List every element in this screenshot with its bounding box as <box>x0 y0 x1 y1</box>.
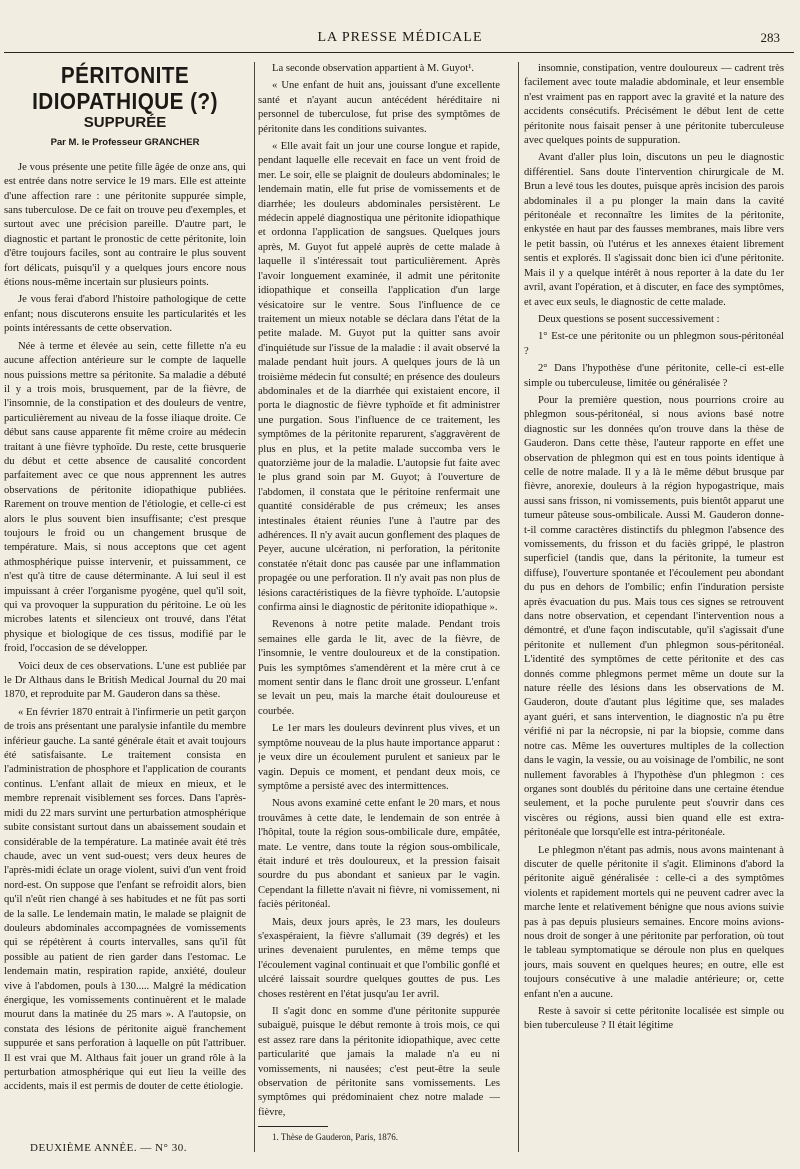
column-3 <box>524 62 784 1142</box>
paragraph: Deux questions se posent successivement : <box>538 313 720 325</box>
paragraph: Nous avons examiné cette enfant le 20 mars, et nous trouvâmes à cette date, le lendemain de son entrée à l'hôpital, toute la région sous-ombilicale dure, empâtée, mate. Le ventre, dans toute la région sous-ombilicale, était induré et très douloureux, et la pression faisait sourdre du pus abondant et sanieux par le vagin. Cependant la fillette n'avait ni fièvre, ni vomissement, ni faciès péritonéal. <box>258 798 500 911</box>
paragraph: Reste à savoir si cette péritonite localisée est simple ou bien tuberculeuse ? Il était légitime <box>524 1006 784 1032</box>
paragraph: Mais, deux jours après, le 23 mars, les douleurs s'exaspéraient, la fièvre s'allumait (39 degrés) et les urines devenaient purulentes, en même temps que l'écoulement vaginal continuait et que l'ombilic gonflé et ulcéré laissait sourdre quelques gouttes de pus. Les choses restèrent en l'état jusqu'au 1er avril. <box>258 916 500 1000</box>
column-1 <box>4 62 246 1154</box>
paragraph: Voici deux de ces observations. L'une est publiée par le Dr Althaus dans le British Medical Journal du 20 mai 1870, et reproduite par M. Gauderon dans sa thèse. <box>4 660 246 701</box>
article-author: Par M. le Professeur GRANCHER <box>50 137 200 149</box>
paragraph: Pour la première question, nous pourrions croire au phlegmon sous-péritonéal, si nous avions basé notre diagnostic sur les données qu'on trouve dans la thèse de Gauderon. Dans cette thèse, l'auteur rapporte en effet une observation de phlegmon qui est en tous points identique à celle de notre malade. Il y a là le même début brusque par fièvre, anorexie, douleurs à la région hypogastrique, mais aussi sans frisson, ni vomissements, puis bientôt apparut une tumeur pâteuse sous-ombilicale. Aussi M. Gauderon donne-t-il comme caractères distinctifs du phlegmon l'absence des vomissements, du frisson et du faciès grippé, le plastron superficiel (tandis que, dans la péritonite, la tumeur est diffuse), l'ouverture spontanée et l'écoulement peu abondant du pus en dehors de l'ombilic; enfin l'induration persiste après évacuation du pus. Mais tous ces signes se retrouvent dans notre observation, et cependant l'intervention nous a démontré, et d'une façon indiscutable, qu'il s'agissait d'une péritonite et nullement d'un phlegmon sous-péritonéal. L'identité des symptômes de cette péritonite et des cas donnés comme phlegmons permet même un doute sur la nature réelle des lésions dans les observations de M. Gauderon, doute d'autant plus légitime que, ses malades ayant guéri, et sans intervention, le diagnostic n'a pu être vérifié ni par la nécropsie, ni par la biopsie, comme dans notre cas. Même les ouvertures multiples de la collection dans le vagin, la vessie, ou au voisinage de l'ombilic, ne sont nullement favorables à l'hypothèse d'un phlegmon : ces organes sont doublés du péritoine dans une certaine étendue seulement, et la poche purulente peut s'ouvrir dans ces viscères ou régions, aussi bien quand elle est extra-péritonéale que lorsqu'elle est intra-péritonéale. <box>524 394 784 839</box>
column-divider <box>254 62 255 1152</box>
paragraph: Je vous présente une petite fille âgée de onze ans, qui est entrée dans notre service le 19 mars. Elle est atteinte d'une affection rare : une péritonite suppurée simple, sans tuberculose. De ce fait on trouve peu d'exemples, et surtout avec une précision pareille. D'autre part, le diagnostic et partant le pronostic de cette péritonite, loin d'être toujours faciles, sont au contraire le plus souvent fort délicats, puisqu'il y a quelques jours encore nous étions nous-même incertain sur plusieurs points. <box>4 161 246 289</box>
paragraph: insomnie, constipation, ventre douloureux — cadrent très facilement avec toute maladie abdominale, et leur ensemble n'est vraiment pas en rapport avec la gravité et la nature des accidents consécutifs. Précisément le début lent de cette péritonite nous faisait penser à une péritonite tuberculeuse avec quelques points de suppuration. <box>524 63 784 147</box>
paragraph: Il s'agit donc en somme d'une péritonite suppurée subaiguë, puisque le début remonte à trois mois, ce qui est assez rare dans la péritonite idiopathique, avec cette particularité que jamais la malade n'a eu ni vomissements, ni nausées; c'est peut-être la seule observation de péritonite sans vomissements. Les symptômes qui prédominaient chez notre malade — fièvre, <box>258 1006 500 1118</box>
column-divider <box>518 62 519 1152</box>
paragraph: « En février 1870 entrait à l'infirmerie un petit garçon de trois ans présentant une paralysie infantile du membre inférieur gauche. La santé générale était et avait toujours été satisfaisante. Le traitement consista en l'administration de phosphore et l'application de courants continus. L'enfant allait de mieux en mieux, et le membre reprenait visiblement ses forces. Dans l'après-midi du 22 mars survint une perturbation atmosphérique subite consistant surtout dans un abaissement soudain et considérable de la température. La matinée avait été très chaude, avec un vent sud-ouest; vers deux heures de l'après-midi éclate un orage violent, suivi d'un vent froid nord-est. On suppose que l'enfant se refroidit alors, bien qu'il n'eût rien changé à ses habitudes et ne fût pas sorti de la salle. Le lendemain matin, le malade se plaignit de douleurs abdominales accompagnées de vomissements qui se répétèrent à courts intervalles, sans qu'il fût possible au patient de rien garder dans l'estomac. Le lendemain matin, respiration rapide, anxiété, douleur vive à l'abdomen, pouls à 130..... Malgré la médication énergique, les vomissements continuèrent et le malade mourut dans la matinée du 25 mars ». A l'autopsie, on constata des lésions de péritonite aiguë franchement suppurée et sans perforation à laquelle on pût l'attribuer. Il est vrai que M. Althaus fait jouer un grand rôle à la perturbation atmosphérique qui eut lieu la veille des accidents, mais il est permis de douter de cette étiologie. <box>4 706 246 1093</box>
paragraph: « Une enfant de huit ans, jouissant d'une excellente santé et n'ayant aucun antécédent héréditaire ni personnel de tuberculose, fut prise des symptômes de péritonite dans les conditions suivantes. <box>258 80 500 135</box>
footnote: 1. Thèse de Gauderon, Paris, 1876. <box>272 1132 399 1142</box>
paragraph: Je vous ferai d'abord l'histoire pathologique de cette enfant; nous discuterons ensuite les particularités et les points intéressants de cette observation. <box>4 294 246 335</box>
page-number: 283 <box>760 30 780 45</box>
column-2 <box>258 62 500 1142</box>
paragraph: « Elle avait fait un jour une course longue et rapide, pendant laquelle elle recevait en face un vent froid de mer. Le soir, elle se plaignit de douleurs abdominales; le lendemain matin, elle fut prise de vomissements et de diarrhée; les douleurs abdominales persistèrent. Le médecin appelé diagnostiqua une péritonite idiopathique et ordonna l'application de sangsues. Quelques jours après, M. Guyot fut appelé auprès de cette malade à laquelle il s'intéressait tout particulièrement. Après l'avoir longuement examinée, il admit une péritonite idiopathique et conseilla l'application d'un large vésicatoire sur le ventre. Sous l'influence de ce traitement un mieux notable se déclara dans l'état de la petite malade. M. Guyot put la quitter sans avoir d'inquiétude sur l'issue de la maladie : il avait observé la malade pendant huit jours. A quelques jours de là un troisième médecin fut consulté; en présence des douleurs abdominales et de la diarrhée qui existaient encore, il porta le diagnostic de fièvre typhoïde et fit administrer une purgation. Sous l'influence de ce traitement, les symptômes de la péritonite reparurent, s'aggravèrent de plus en plus, et la petite malade succomba vers le quatorzième jour de la maladie. L'autopsie fut faite avec le plus grand soin par M. Guyot; à l'ouverture de l'abdomen, il constata que le péritoine renfermait une quantité considérable de pus crémeux; les anses intestinales étaient réunies l'une à l'autre par des adhérences. Il n'y avait aucun gonflement des plaques de Peyer, aucune ulcération, ni perforation, la péritonite constatée n'était donc pas causée par une inflammation propagée ou une perforation. Il n'y avait pas non plus de lésions caractéristiques de la fièvre typhoïde. L'autopsie confirma ainsi le diagnostic de péritonite idiopathique ». <box>258 141 500 614</box>
footnote-rule <box>258 1126 328 1127</box>
header-rule <box>4 52 794 53</box>
paragraph: 2° Dans l'hypothèse d'une péritonite, celle-ci est-elle simple ou tuberculeuse, limitée ou généralisée ? <box>524 363 784 389</box>
paragraph: Revenons à notre petite malade. Pendant trois semaines elle garda le lit, avec de la fièvre, de l'insomnie, le ventre douloureux et de la constipation. Puis les symptômes s'amendèrent et la mère crut à ce moment sentir dans le flanc droit une grosseur. L'enfant se levait un peu, mais la marche était douloureuse et courbée. <box>258 619 500 717</box>
paragraph: La seconde observation appartient à M. Guyot¹. <box>272 63 475 74</box>
paragraph: Le 1er mars les douleurs devinrent plus vives, et un symptôme nouveau de la plus haute importance apparut : je veux dire un écoulement purulent et sanieux par le vagin. Depuis ce moment, et pendant deux mois, ce symptôme a persisté avec des intermittences. <box>258 723 500 792</box>
article-subtitle: SUPPURÉE <box>83 114 167 131</box>
paragraph: Née à terme et élevée au sein, cette fillette n'a eu aucune affection antérieure sur le compte de laquelle nous puissions mettre sa péritonite. Sa maladie a débuté il y a trois mois, brusquement, par de la fièvre, de l'insomnie, de la constipation et des douleurs de ventre, particulièrement au niveau de la fosse iliaque droite. Ce début sans cause apparente fit même croire au médecin traitant à une fièvre typhoïde. Du reste, cette brusquerie du début et cette absence de causalité concordent parfaitement avec ce que nous apprennent les autres observations de péritonite idiopathique publiées. Rarement on trouve mention de l'étiologie, et celle-ci est alors le plus souvent bien insuffisante; c'est presque toujours le froid ou un changement brusque de température. Mais, si nous acceptons que cet agent athmosphérique puisse intervenir, et puissamment, ce n'est qu'à titre de cause déterminante. A lui seul il est impuissant à créer l'organisme pyogène, quel qu'il soit, qui va provoquer la suppuration du péritoine. Le où les microbes latents et silencieux ont trouvé, dans l'état physique et biologique de ces tissus, modifié par le froid, l'occasion de se développer. <box>4 340 246 655</box>
paragraph: 1° Est-ce une péritonite ou un phlegmon sous-péritonéal ? <box>524 331 784 357</box>
paragraph: Le phlegmon n'étant pas admis, nous avons maintenant à discuter de quelle péritonite il s'agit. Eliminons d'abord la péritonite aiguë généralisée : celle-ci a des symptômes violents et rapidement mortels qui ne peuvent cadrer avec la marche lente et relativement bénigne que nous avions suivie pas à pas depuis plusieurs semaines. Encore moins avions-nous droit de songer à une péritonite par perforation, où tout le tableau symptomatique se déroule non plus en quelques jours, mais souvent en quelques heures; en outre, elle est toujours consécutive à une maladie antérieure; or, cette enfant n'en a aucune. <box>524 844 784 1000</box>
article-title: PÉRITONITE IDIOPATHIQUE (?) <box>32 62 218 114</box>
running-header: LA PRESSE MÉDICALE <box>317 30 483 45</box>
paragraph: Avant d'aller plus loin, discutons un peu le diagnostic différentiel. Sans doute l'intervention chirurgicale de M. Brun a levé tous les doutes, puisque après incision des parois abdominales il a pu plonger la main dans la cavité péritonéale et reconnaître les limites de la péritonite, enkystée en haut par des fausses membranes, mais libre vers le petit bassin, où l'utérus et les annexes étaient librement sentis et explorés. Il s'agissait donc bien ici d'une péritonite. Mais il y a quelque intérêt à nous reporter à la date du 1er avril, avant l'opération, et à discuter, en face des symptômes, et avec eux seuls, le diagnostic de cette malade. <box>524 152 784 308</box>
edition-footer: DEUXIÈME ANNÉE. — N° 30. <box>30 1142 187 1154</box>
